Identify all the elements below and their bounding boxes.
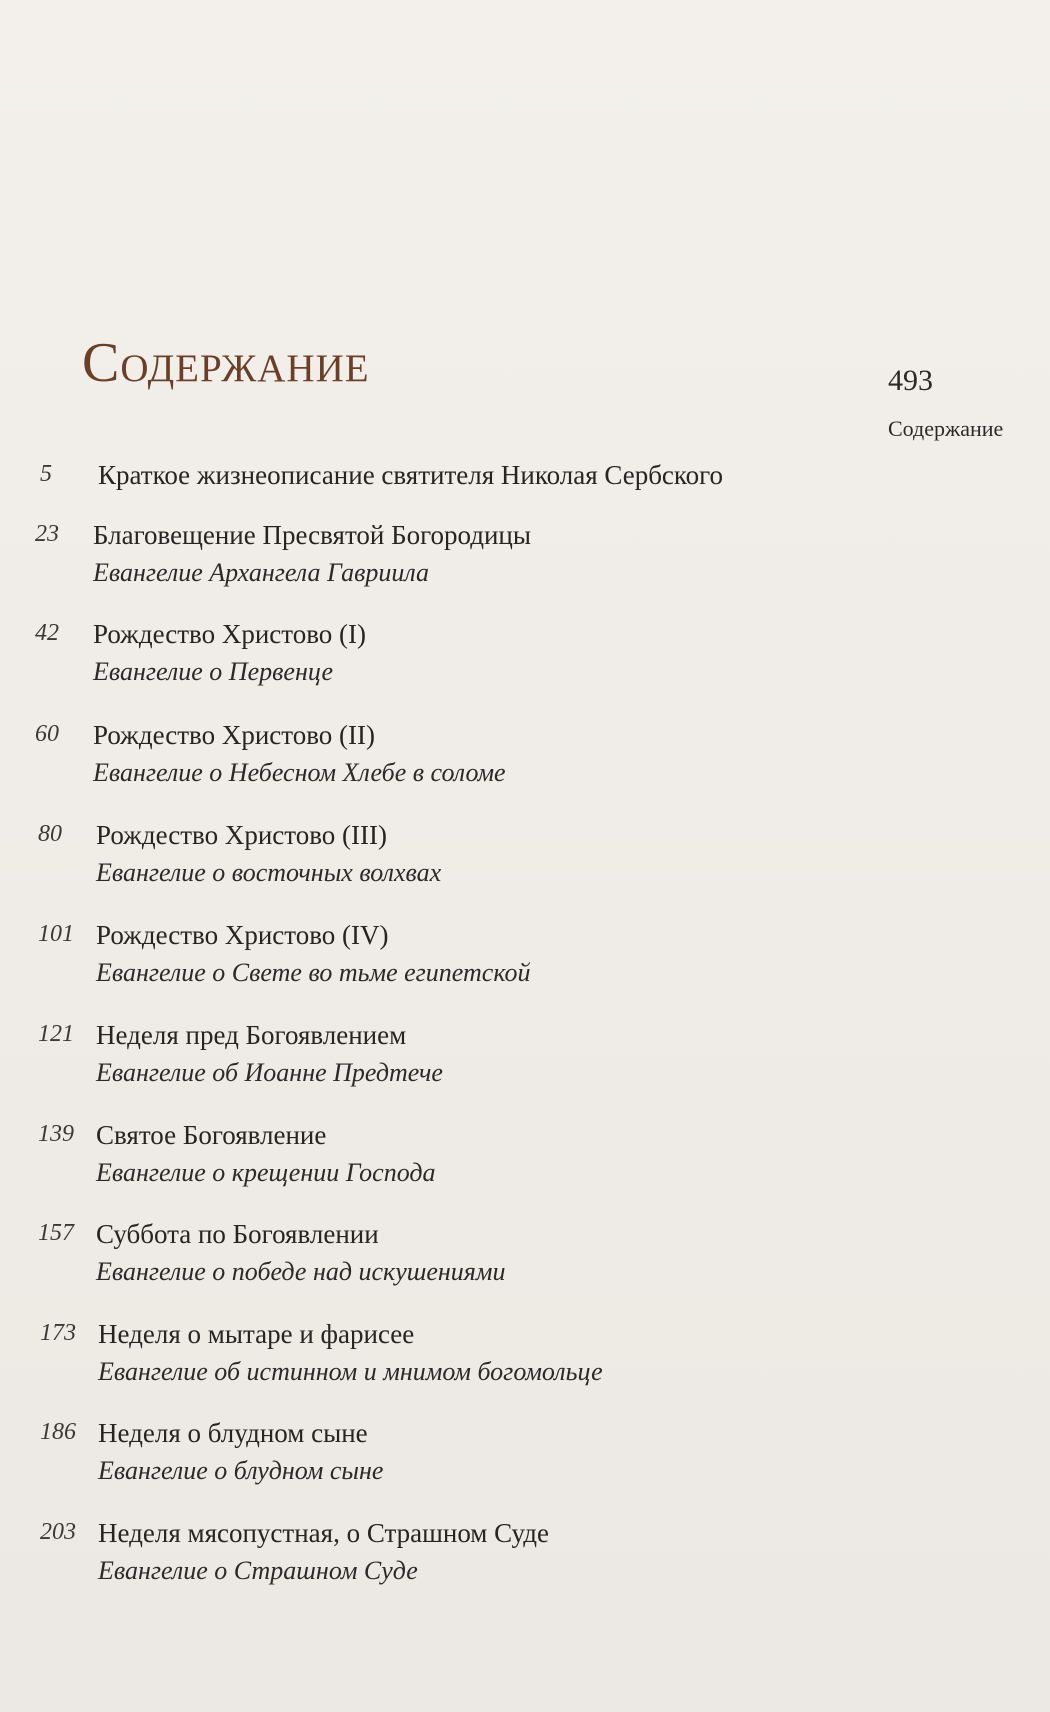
toc-entry — [40, 1415, 383, 1491]
toc-subtitle: Евангелие Архангела Гавриила — [93, 558, 430, 587]
toc-title: Святое Богоявление — [96, 1120, 327, 1150]
toc-page-number: 42 — [35, 620, 59, 646]
toc-page-number: 23 — [35, 521, 59, 547]
toc-subtitle: Евангелие о блудном сыне — [98, 1456, 384, 1485]
toc-entry — [40, 1316, 603, 1392]
toc-entry — [35, 717, 506, 793]
toc-subtitle: Евангелие о крещении Господа — [96, 1158, 436, 1187]
toc-subtitle: Евангелие о восточных волхвах — [96, 858, 442, 887]
toc-title: Благовещение Пресвятой Богородицы — [93, 520, 531, 550]
toc-subtitle: Евангелие о Свете во тьме египетской — [96, 958, 531, 987]
toc-page-number: 101 — [38, 921, 74, 947]
toc-title: Рождество Христово (III) — [96, 820, 387, 850]
toc-title: Рождество Христово (I) — [93, 619, 366, 649]
toc-title: Неделя мясопустная, о Страшном Суде — [98, 1518, 549, 1548]
toc-title: Неделя о мытаре и фарисее — [98, 1319, 415, 1349]
toc-title: Неделя о блудном сыне — [98, 1418, 368, 1448]
toc-entry — [35, 517, 531, 593]
toc-entry — [40, 457, 723, 493]
toc-entry — [38, 1017, 443, 1093]
toc-title: Неделя пред Богоявлением — [96, 1020, 407, 1050]
toc-page-number: 121 — [38, 1021, 74, 1047]
toc-subtitle: Евангелие о победе над искушениями — [96, 1257, 506, 1286]
toc-page-number: 80 — [38, 821, 62, 847]
toc-entry — [40, 1515, 549, 1591]
toc-page-number: 203 — [40, 1519, 76, 1545]
toc-page-number: 186 — [40, 1419, 76, 1445]
running-head-label: Содержание — [888, 416, 1004, 441]
toc-subtitle: Евангелие об Иоанне Предтече — [96, 1058, 443, 1087]
page-title: Содержание — [82, 332, 370, 394]
toc-entry — [35, 616, 366, 692]
toc-subtitle: Евангелие о Страшном Суде — [98, 1556, 418, 1585]
toc-page-number: 139 — [38, 1121, 74, 1147]
toc-subtitle: Евангелие о Небесном Хлебе в соломе — [93, 758, 506, 787]
toc-subtitle: Евангелие о Первенце — [93, 657, 334, 686]
toc-title: Суббота по Богоявлении — [96, 1219, 379, 1249]
toc-title: Рождество Христово (IV) — [96, 920, 389, 950]
toc-entry — [38, 1216, 505, 1292]
toc-entry — [38, 817, 441, 893]
toc-page-number: 60 — [35, 721, 59, 747]
toc-subtitle: Евангелие об истинном и мнимом богомольце — [98, 1357, 603, 1386]
toc-entry — [38, 917, 531, 993]
toc-page-number: 173 — [40, 1320, 76, 1346]
page-number: 493 — [888, 364, 933, 397]
toc-entry — [38, 1117, 436, 1193]
toc-title: Краткое жизнеописание святителя Николая Сербского — [98, 460, 724, 490]
side-running-head — [888, 366, 1038, 442]
toc-page-number: 157 — [38, 1220, 74, 1246]
toc-title: Рождество Христово (II) — [93, 720, 375, 750]
toc-page-number: 5 — [40, 461, 52, 487]
